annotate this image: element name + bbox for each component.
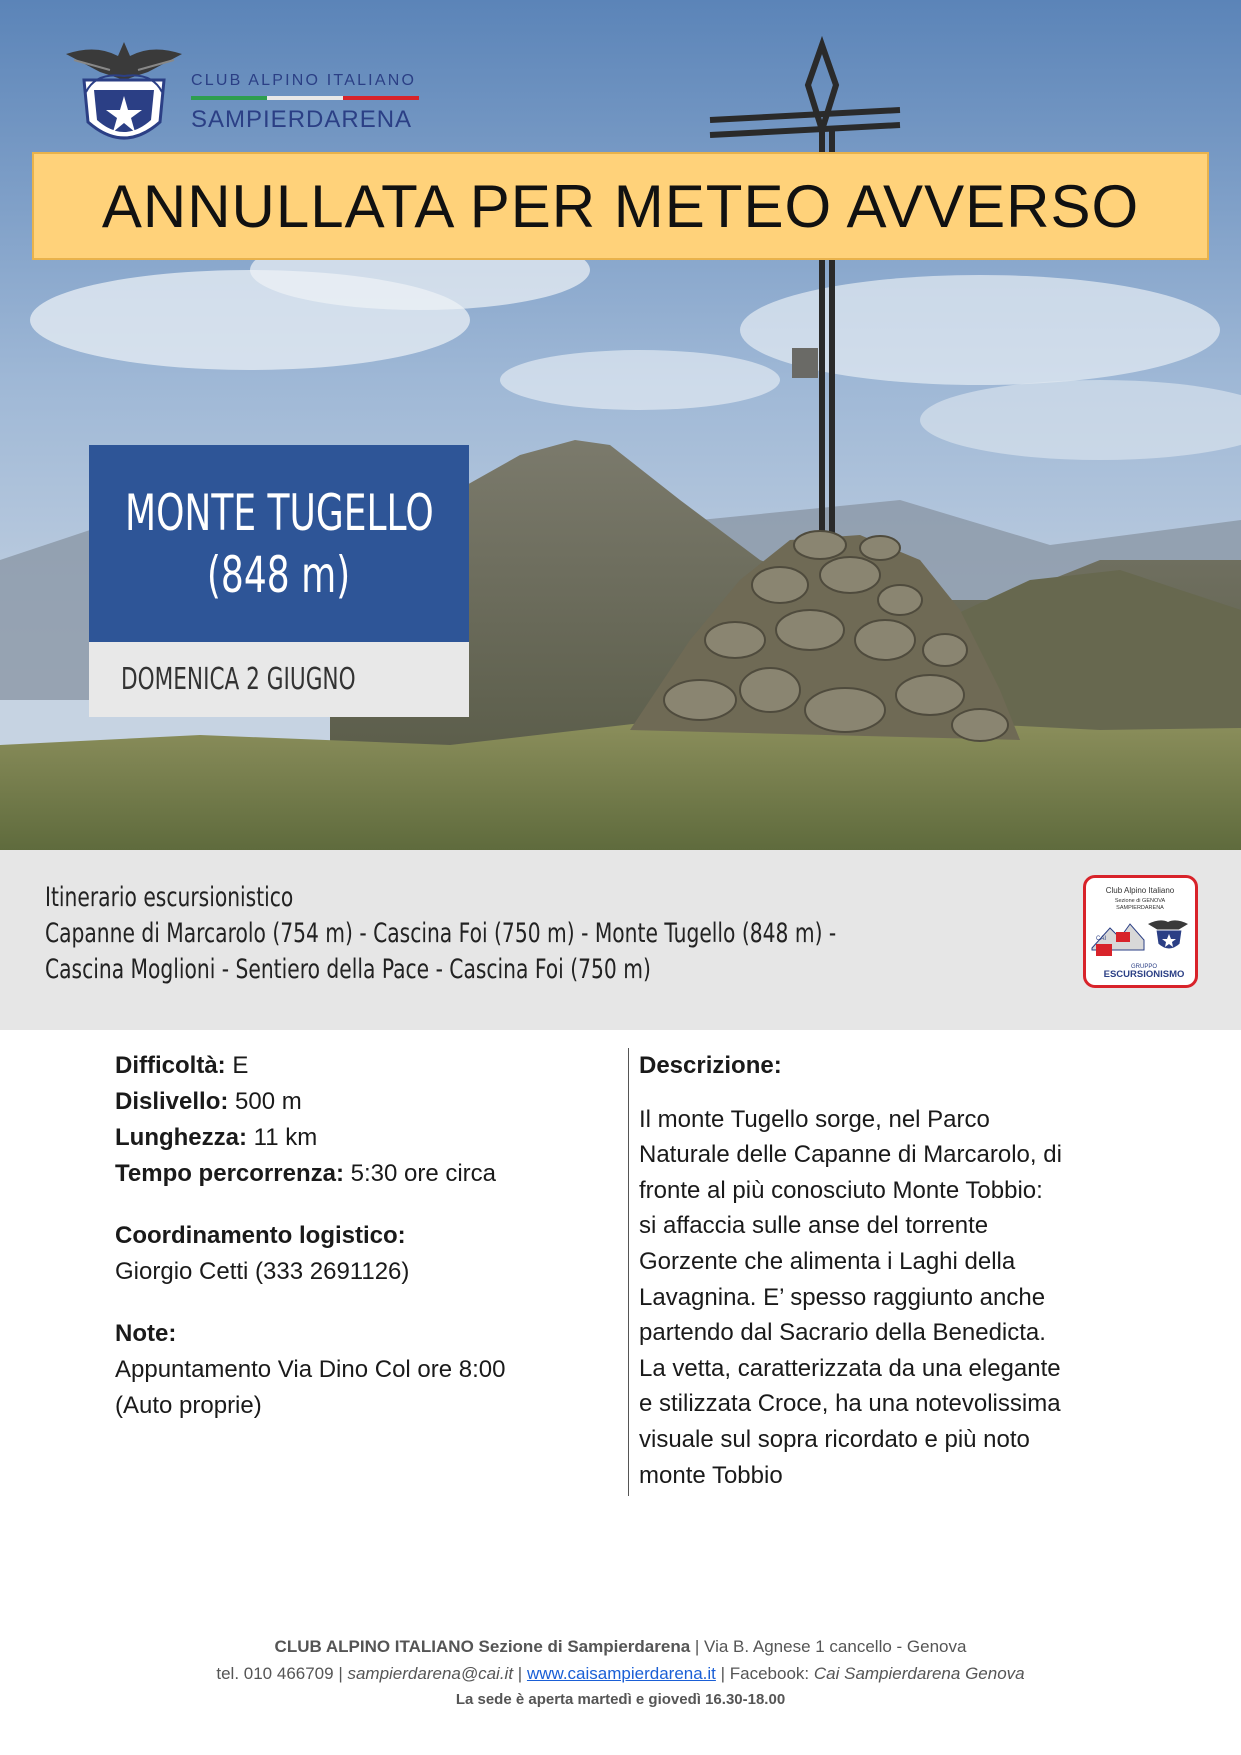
badge-gruppo: GRUPPO (1130, 964, 1158, 970)
footer-line1 (0, 1633, 1241, 1660)
difficulty-label: Difficoltà: (115, 1052, 226, 1079)
escursionismo-badge (1083, 875, 1198, 988)
logo-tricolor-stripe (191, 96, 419, 100)
hike-altitude: (848 m) (207, 545, 351, 604)
footer-hours: La sede è aperta martedì e giovedì 16.30-18.00 (455, 1691, 786, 1708)
time-value: 5:30 ore circa (343, 1160, 497, 1187)
technical-info (115, 1048, 585, 1192)
description-line: partendo dal Sacrario della Benedicta. (639, 1319, 1046, 1347)
itinerary-route-line2: Cascina Moglioni - Sentiero della Pace - Cascina Foi (750 m) (45, 954, 651, 985)
badge-line3: SAMPIERDARENA (1116, 905, 1164, 911)
description-line: Il monte Tugello sorge, nel Parco (639, 1105, 990, 1133)
description-line: Naturale delle Capanne di Marcarolo, di (639, 1141, 1062, 1169)
footer (0, 1633, 1241, 1712)
footer-email-link[interactable]: sampierdarena@cai.it (347, 1664, 514, 1683)
hike-title-box (89, 445, 469, 642)
coordination-value: Giorgio Cetti (333 2691126) (115, 1258, 410, 1285)
notes-line2: (Auto proprie) (115, 1392, 262, 1419)
logo-section-name: SAMPIERDARENA (191, 106, 413, 133)
footer-org: CLUB ALPINO ITALIANO Sezione di Sampierdarena (274, 1637, 691, 1656)
badge-cai-label: CAI (1096, 936, 1107, 942)
description-section (639, 1048, 1139, 1493)
notes-line1: Appuntamento Via Dino Col ore 8:00 (115, 1356, 506, 1383)
itinerary-route-line1: Capanne di Marcarolo (754 m) - Cascina Foi (750 m) - Monte Tugello (848 m) - (45, 918, 837, 949)
description-line: si affaccia sulle anse del torrente (639, 1212, 989, 1240)
length-label: Lunghezza: (115, 1124, 247, 1151)
badge-line2: Sezione di GENOVA (1114, 898, 1166, 904)
footer-tel: tel. 010 466709 | (216, 1664, 348, 1683)
description-line: Gorzente che alimenta i Laghi della (639, 1247, 1016, 1275)
length-value: 11 km (247, 1124, 318, 1151)
escursionismo-badge-icon (1086, 878, 1195, 985)
hike-title: MONTE TUGELLO (124, 483, 434, 542)
description-line: e stilizzata Croce, ha una notevolissima (639, 1390, 1061, 1418)
footer-address: | Via B. Agnese 1 cancello - Genova (690, 1637, 967, 1656)
footer-sep2: | Facebook: (715, 1664, 814, 1683)
elevation-row (115, 1084, 585, 1120)
notes-info (115, 1316, 585, 1424)
footer-website-link[interactable]: www.caisampierdarena.it (526, 1664, 716, 1683)
time-label: Tempo percorrenza: (115, 1160, 344, 1187)
hike-date: DOMENICA 2 GIUGNO (121, 662, 356, 697)
description-line: fronte al più conosciuto Monte Tobbio: (639, 1176, 1043, 1204)
description-line: La vetta, caratterizzata da una elegante (639, 1354, 1061, 1382)
logo-club-name: CLUB ALPINO ITALIANO (191, 72, 417, 89)
length-row (115, 1120, 585, 1156)
footer-facebook-link[interactable]: Cai Sampierdarena Genova (813, 1664, 1025, 1683)
hike-details (115, 1048, 585, 1450)
badge-line1: Club Alpino Italiano (1105, 886, 1175, 895)
description-line: Lavagnina. E’ spesso raggiunto anche (639, 1283, 1046, 1311)
cancellation-banner (32, 152, 1209, 260)
footer-sep1: | (513, 1664, 527, 1683)
difficulty-value: E (225, 1052, 249, 1079)
eagle-emblem-icon (56, 32, 192, 157)
cai-logo[interactable] (56, 32, 436, 157)
description-heading: Descrizione: (639, 1052, 782, 1079)
description-line: monte Tobbio (639, 1461, 783, 1489)
coordination-info (115, 1218, 585, 1290)
elevation-label: Dislivello: (115, 1088, 229, 1115)
column-divider (628, 1048, 629, 1496)
cancellation-text: ANNULLATA PER METEO AVVERSO (101, 172, 1140, 240)
itinerary-heading: Itinerario escursionistico (45, 882, 294, 913)
footer-line2 (0, 1660, 1241, 1687)
notes-label: Note: (115, 1320, 177, 1347)
description-line: visuale sul sopra ricordato e più noto (639, 1425, 1030, 1453)
coordination-label: Coordinamento logistico: (115, 1222, 406, 1249)
time-row (115, 1156, 585, 1192)
itinerary-band (0, 850, 1241, 1030)
badge-escursionismo: ESCURSIONISMO (1103, 969, 1185, 980)
elevation-value: 500 m (228, 1088, 302, 1115)
hike-date-box (89, 642, 469, 717)
difficulty-row (115, 1048, 585, 1084)
